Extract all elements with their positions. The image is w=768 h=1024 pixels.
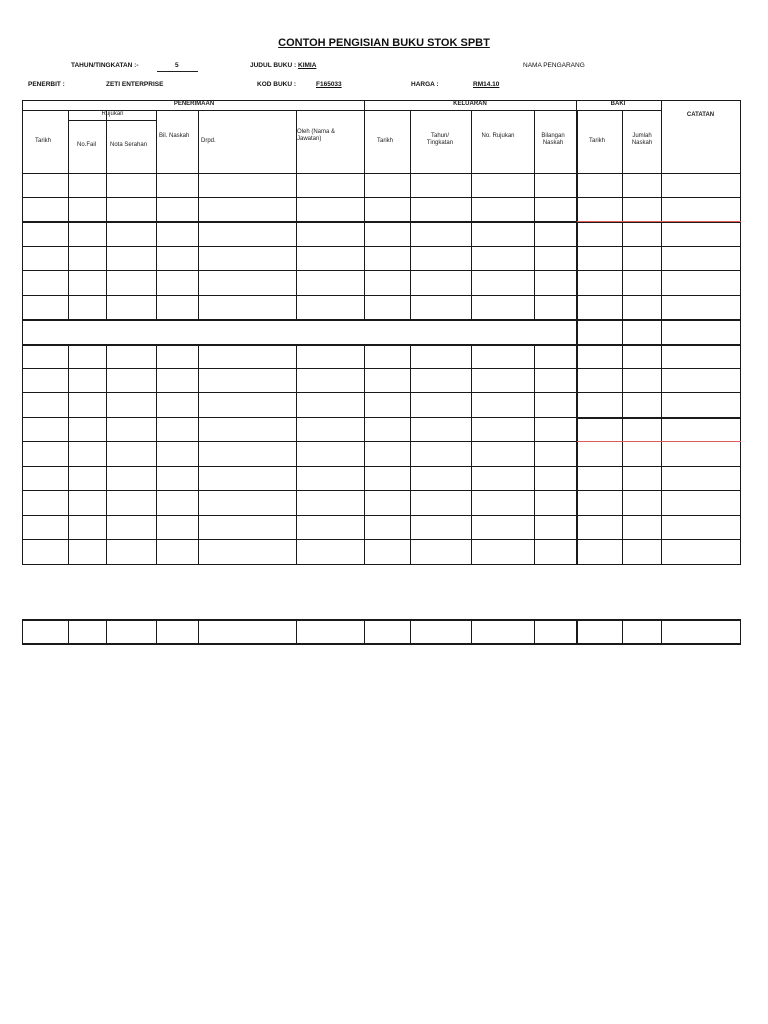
row-line <box>22 246 740 247</box>
col-line <box>156 110 157 319</box>
table-border-right <box>740 100 741 565</box>
row-line <box>22 270 740 271</box>
group-catatan: CATATAN <box>686 112 715 118</box>
col-oleh: Oleh (Nama & Jawatan) <box>297 129 336 142</box>
col-line <box>661 110 662 564</box>
table2-col-line <box>622 619 623 643</box>
col-line <box>68 110 69 319</box>
col-tarikh-baki: Tarikh <box>589 138 606 144</box>
col-tarikh-in: Tarikh <box>35 138 52 144</box>
col-line <box>198 344 199 564</box>
row-line <box>22 197 740 198</box>
col-bilangan-naskah: Bilangan Naskah <box>541 133 565 146</box>
row-line <box>22 490 740 491</box>
table2-left <box>22 619 23 645</box>
document-title: CONTOH PENGISIAN BUKU STOK SPBT <box>278 37 490 49</box>
row-line <box>22 466 740 467</box>
row-line <box>22 515 740 516</box>
rujukan-underline <box>68 120 156 121</box>
group-baki: BAKI <box>610 101 626 107</box>
penerbit-value: ZETI ENTERPRISE <box>106 81 164 88</box>
tahun-label: TAHUN/TINGKATAN :- <box>71 62 139 69</box>
col-drpd: Drpd. <box>201 138 216 144</box>
table2-top <box>22 619 740 621</box>
kod-value: F165033 <box>316 81 342 88</box>
col-line <box>364 344 365 564</box>
table2-col-line <box>296 619 297 643</box>
harga-value: RM14.10 <box>473 81 500 88</box>
pengarang-label: NAMA PENGARANG <box>523 62 585 69</box>
row-line <box>22 173 740 174</box>
col-line <box>410 344 411 564</box>
baki-left-border <box>576 110 578 564</box>
table2-col-line <box>68 619 69 643</box>
group-penerimaan: PENERIMAAN <box>173 101 215 107</box>
col-line <box>471 344 472 564</box>
col-jumlah-naskah: Jumlah Naskah <box>631 133 653 146</box>
group-rujukan: Rujukan <box>101 111 124 117</box>
row-line <box>22 368 740 369</box>
row-line <box>22 319 740 321</box>
col-line <box>198 110 199 319</box>
table2-col-line <box>156 619 157 643</box>
table-border-bottom <box>22 564 740 565</box>
judul-label: JUDUL BUKU : <box>250 62 297 69</box>
col-no-rujukan: No. Rujukan <box>481 133 515 139</box>
red-line <box>577 221 741 222</box>
col-line <box>534 344 535 564</box>
col-line <box>410 110 411 319</box>
table-border-left <box>22 100 23 565</box>
row-line-thick <box>576 417 740 419</box>
row-line <box>22 539 740 540</box>
table2-col-line <box>106 619 107 643</box>
col-line <box>622 110 623 564</box>
judul-value: KIMIA <box>298 62 317 69</box>
table2-col-line <box>471 619 472 643</box>
kod-label: KOD BUKU : <box>257 81 296 88</box>
group-keluaran: KELUARAN <box>453 101 487 107</box>
row-line <box>22 392 740 393</box>
col-no-fail: No.Fail <box>77 142 97 148</box>
col-line <box>471 110 472 319</box>
penerbit-label: PENERBIT : <box>28 81 65 88</box>
row-line <box>22 295 740 296</box>
col-tarikh-out: Tarikh <box>377 138 394 144</box>
table2-col-line <box>410 619 411 643</box>
harga-label: HARGA : <box>411 81 439 88</box>
table2-col-line <box>364 619 365 643</box>
col-line <box>106 110 107 319</box>
col-bil-naskah: Bil. Naskah <box>159 133 190 139</box>
catatan-top-divider <box>661 100 662 110</box>
table2-bottom <box>22 643 740 645</box>
col-line <box>364 110 365 319</box>
red-line <box>577 441 741 442</box>
tahun-value: 5 <box>175 62 179 69</box>
col-line <box>106 344 107 564</box>
col-nota-serahan: Nota Serahan <box>110 142 148 148</box>
table2-col-line <box>661 619 662 643</box>
row-line <box>22 344 740 346</box>
table2-col-line <box>534 619 535 643</box>
table2-col-line <box>576 619 578 643</box>
col-line <box>296 344 297 564</box>
col-line <box>68 344 69 564</box>
table2-right <box>740 619 741 645</box>
table2-col-line <box>198 619 199 643</box>
col-tahun-tingkatan: Tahun/ Tingkatan <box>426 133 454 146</box>
col-line <box>156 344 157 564</box>
